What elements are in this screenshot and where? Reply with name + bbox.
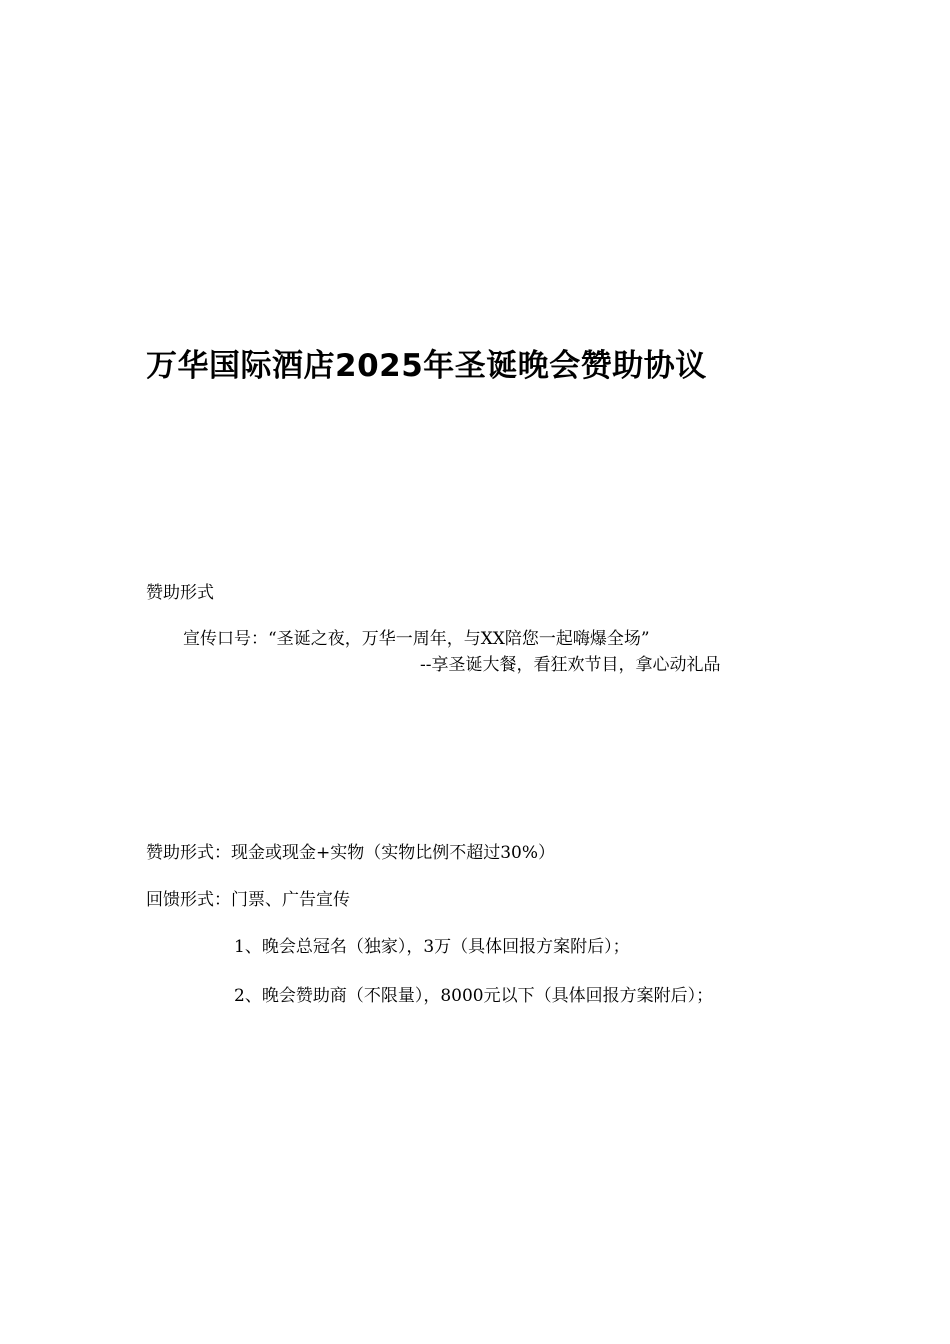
section-heading: 赞助形式 — [146, 583, 214, 603]
list-item: 1、晚会总冠名（独家），3万（具体回报方案附后）； — [234, 937, 630, 957]
sponsorship-form-text: 赞助形式：现金或现金+实物（实物比例不超过30%） — [146, 843, 556, 863]
document-title: 万华国际酒店2025年圣诞晚会赞助协议 — [146, 348, 707, 384]
slogan-text: 宣传口号：“圣诞之夜，万华一周年，与XX陪您一起嗨爆全场” — [183, 629, 650, 649]
return-form-text: 回馈形式：门票、广告宣传 — [146, 890, 350, 910]
list-item: 2、晚会赞助商（不限量），8000元以下（具体回报方案附后）； — [234, 986, 714, 1006]
slogan-subline: --享圣诞大餐，看狂欢节目，拿心动礼品 — [420, 655, 721, 675]
